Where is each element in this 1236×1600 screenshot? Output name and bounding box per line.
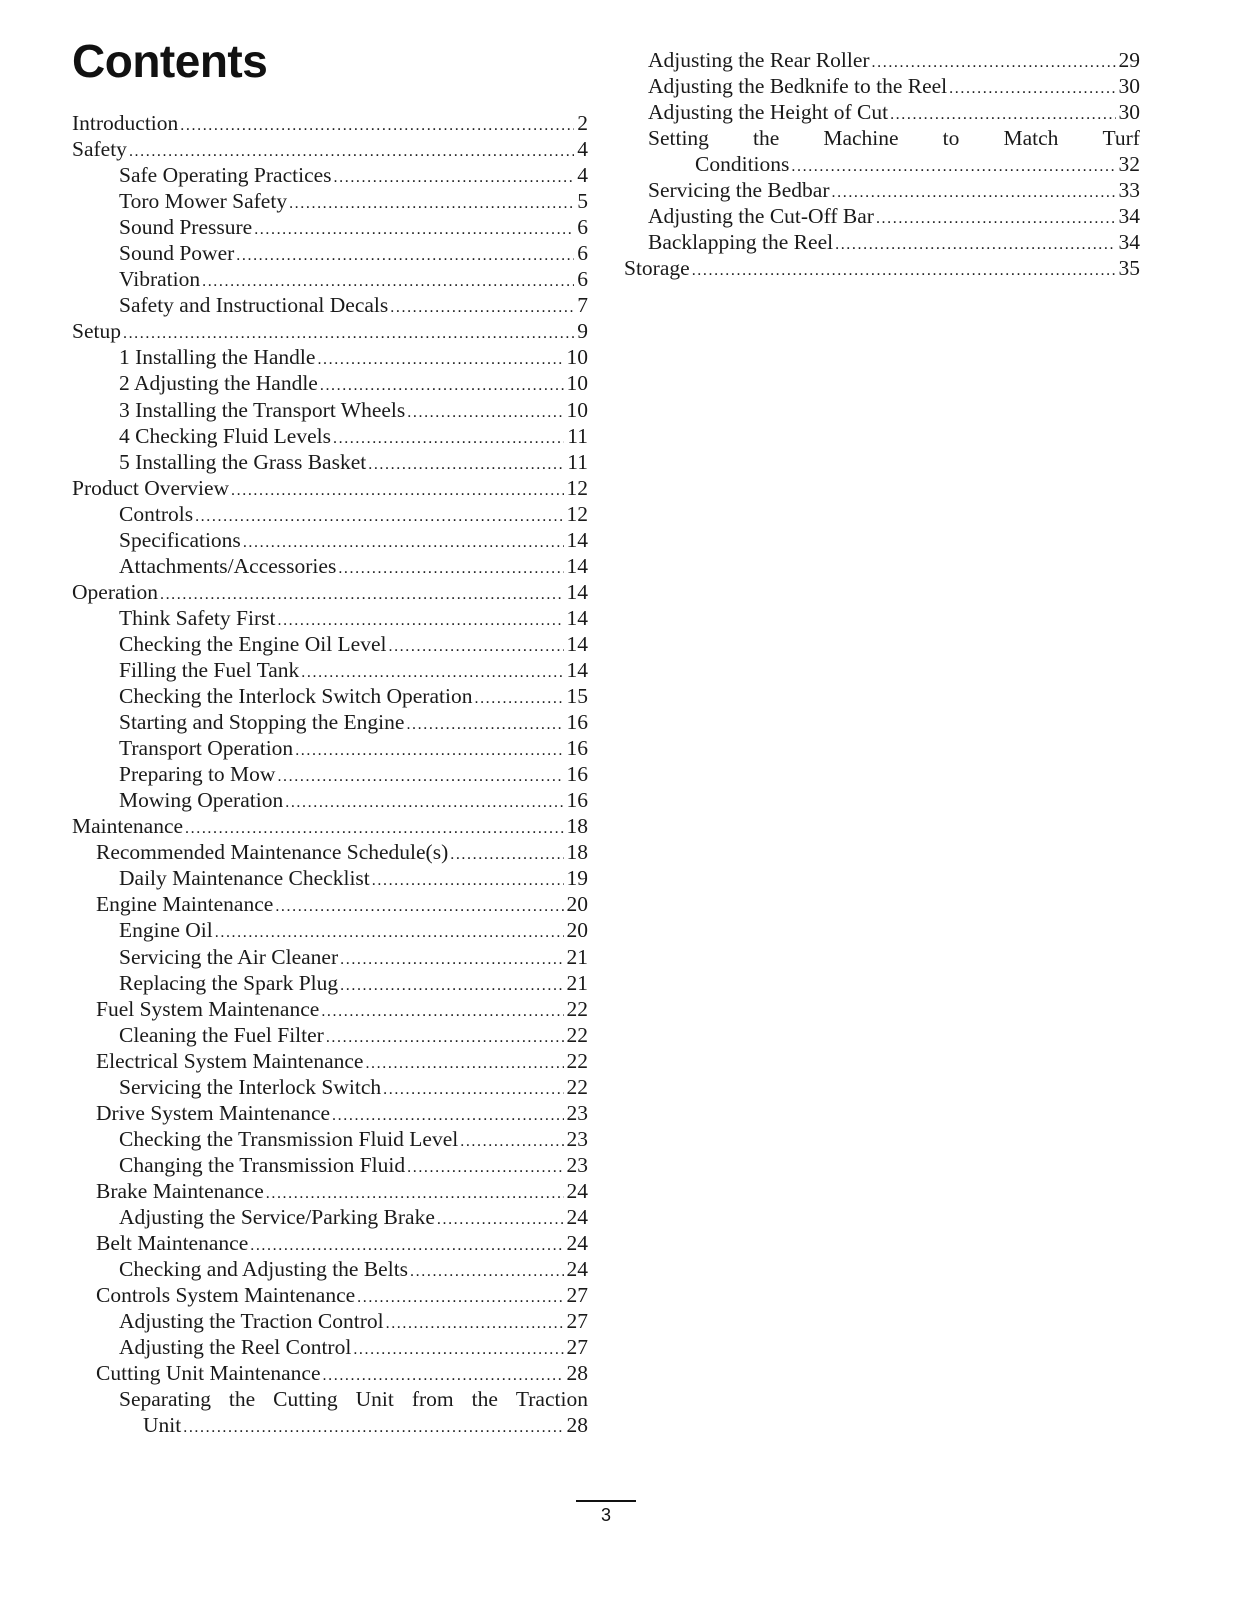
toc-entry-label: Storage — [624, 256, 690, 281]
toc-entry-label: Checking the Engine Oil Level — [119, 631, 387, 656]
toc-entry-page: 33 — [1118, 178, 1140, 203]
toc-entry-page: 21 — [566, 944, 588, 969]
toc-leader-dots — [333, 426, 564, 452]
toc-entry[interactable] — [72, 1074, 588, 1100]
toc-entry-page: 27 — [566, 1335, 588, 1360]
toc-leader-dots — [388, 634, 563, 660]
toc-entry-label: Sound Pressure — [119, 215, 253, 240]
toc-leader-dots — [295, 738, 563, 764]
toc-entry-page: 19 — [566, 866, 588, 891]
toc-entry-label: Think Safety First — [119, 605, 276, 630]
toc-entry-label: Servicing the Air Cleaner — [119, 944, 339, 969]
toc-leader-dots — [231, 478, 563, 504]
toc-entry-label: Checking the Transmission Fluid Level — [119, 1126, 459, 1151]
toc-entry[interactable] — [624, 177, 1140, 203]
toc-entry-label: Adjusting the Bedknife to the Reel — [648, 74, 948, 99]
toc-entry[interactable] — [72, 1126, 588, 1152]
toc-entry-label: Maintenance — [72, 814, 184, 839]
toc-entry-word: the — [471, 1387, 498, 1412]
toc-leader-dots — [334, 165, 575, 191]
toc-entry[interactable] — [72, 397, 588, 423]
toc-entry-page: 9 — [577, 319, 588, 344]
toc-entry-label: 4 Checking Fluid Levels — [119, 423, 331, 448]
toc-entry-label: Adjusting the Reel Control — [119, 1335, 352, 1360]
toc-entry[interactable] — [72, 1048, 588, 1074]
toc-entry-wrapped-line[interactable] — [624, 125, 1140, 151]
toc-entry-label: Recommended Maintenance Schedule(s) — [96, 840, 449, 865]
toc-entry-word: from — [411, 1387, 454, 1412]
toc-entry-label: Starting and Stopping the Engine — [119, 710, 405, 735]
toc-entry[interactable] — [72, 110, 588, 136]
toc-leader-dots — [289, 191, 574, 217]
toc-entry[interactable] — [72, 449, 588, 475]
toc-entry-label: Checking and Adjusting the Belts — [119, 1257, 409, 1282]
toc-entry-label: Adjusting the Rear Roller — [648, 48, 870, 72]
toc-entry[interactable] — [72, 1256, 588, 1282]
toc-entry-label: Preparing to Mow — [119, 762, 276, 787]
toc-entry-label: Servicing the Interlock Switch — [119, 1074, 382, 1099]
toc-entry-label: Adjusting the Service/Parking Brake — [119, 1204, 435, 1229]
toc-entry-page: 24 — [566, 1231, 588, 1256]
toc-entry[interactable] — [72, 1334, 588, 1360]
toc-leader-dots — [832, 180, 1116, 206]
toc-entry-label: Adjusting the Cut-Off Bar — [648, 204, 874, 229]
toc-entry[interactable] — [72, 527, 588, 553]
toc-leader-dots — [340, 947, 563, 973]
toc-entry-label: Servicing the Bedbar — [648, 178, 830, 203]
toc-entry-page: 34 — [1118, 204, 1140, 229]
toc-leader-dots — [407, 1155, 563, 1181]
toc-entry-label: Specifications — [119, 527, 241, 552]
toc-leader-dots — [365, 1051, 563, 1077]
toc-entry[interactable] — [72, 553, 588, 579]
toc-entry-page: 6 — [577, 241, 588, 266]
toc-entry[interactable] — [72, 787, 588, 813]
toc-entry-label: Replacing the Spark Plug — [119, 970, 339, 995]
toc-entry-page: 2 — [577, 111, 588, 135]
toc-entry-page: 6 — [577, 267, 588, 292]
toc-entry-label: Product Overview — [72, 475, 230, 500]
toc-left-column — [72, 110, 588, 1438]
toc-entry-label: Safe Operating Practices — [119, 163, 332, 188]
toc-leader-dots — [340, 973, 563, 999]
toc-entry-label: Daily Maintenance Checklist — [119, 866, 370, 891]
toc-entry[interactable] — [72, 865, 588, 891]
toc-entry-label: Checking the Interlock Switch Operation — [119, 684, 473, 709]
toc-entry[interactable] — [72, 240, 588, 266]
toc-entry-page: 18 — [566, 840, 588, 865]
toc-entry-page: 30 — [1118, 100, 1140, 125]
toc-entry-page: 27 — [566, 1283, 588, 1308]
toc-entry[interactable] — [72, 917, 588, 943]
toc-entry[interactable] — [72, 292, 588, 318]
toc-leader-dots — [372, 868, 564, 894]
toc-leader-dots — [254, 217, 574, 243]
toc-entry-label: Engine Oil — [119, 918, 213, 943]
toc-leader-dots — [195, 504, 563, 530]
toc-entry[interactable] — [624, 47, 1140, 73]
toc-entry-page: 11 — [567, 449, 588, 474]
toc-entry-label: Setup — [72, 319, 121, 344]
toc-entry-page: 10 — [566, 371, 588, 396]
toc-entry-word: to — [942, 126, 960, 151]
page-number: 3 — [600, 1505, 611, 1525]
toc-leader-dots — [692, 258, 1116, 284]
toc-entry[interactable] — [72, 266, 588, 292]
toc-entry[interactable] — [72, 1360, 588, 1386]
toc-entry-page: 18 — [566, 814, 588, 839]
toc-entry-page: 24 — [566, 1204, 588, 1229]
toc-leader-dots — [357, 1285, 563, 1311]
toc-leader-dots — [949, 76, 1115, 102]
toc-leader-dots — [437, 1207, 564, 1233]
toc-leader-dots — [390, 295, 574, 321]
toc-entry-label: Vibration — [119, 267, 201, 292]
toc-entry-page: 4 — [577, 137, 588, 162]
toc-leader-dots — [835, 232, 1115, 258]
toc-entry-page: 28 — [566, 1413, 588, 1438]
toc-entry[interactable] — [72, 1204, 588, 1230]
toc-entry-label: Operation — [72, 579, 158, 604]
toc-entry-page: 6 — [577, 215, 588, 240]
toc-entry-label: Safety — [72, 137, 127, 162]
toc-entry-word: Turf — [1102, 126, 1140, 151]
toc-entry-word: Traction — [515, 1387, 588, 1412]
toc-entry[interactable] — [72, 214, 588, 240]
toc-entry-page: 7 — [577, 293, 588, 318]
toc-entry-page: 27 — [566, 1309, 588, 1334]
toc-entry-label: Filling the Fuel Tank — [119, 657, 300, 682]
toc-entry-label: Belt Maintenance — [96, 1231, 249, 1256]
toc-entry[interactable] — [72, 475, 588, 501]
toc-entry-label: Backlapping the Reel — [648, 230, 834, 255]
toc-entry[interactable] — [72, 423, 588, 449]
toc-entry-page: 10 — [566, 345, 588, 370]
toc-entry-page: 10 — [566, 397, 588, 422]
toc-right-column — [624, 47, 1140, 281]
toc-entry-label: Cutting Unit Maintenance — [96, 1361, 321, 1386]
toc-entry-label: Adjusting the Height of Cut — [648, 100, 889, 125]
toc-entry-page: 35 — [1118, 256, 1140, 281]
toc-entry-label: Brake Maintenance — [96, 1178, 264, 1203]
toc-entry-label: Changing the Transmission Fluid — [119, 1152, 406, 1177]
toc-entry-label: Attachments/Accessories — [119, 553, 337, 578]
toc-entry-label: Fuel System Maintenance — [96, 996, 320, 1021]
toc-entry-word: Match — [1003, 126, 1059, 151]
toc-entry-page: 22 — [566, 996, 588, 1021]
toc-entry[interactable] — [72, 891, 588, 917]
toc-entry[interactable] — [72, 1230, 588, 1256]
toc-entry-page: 14 — [566, 579, 588, 604]
toc-entry[interactable] — [624, 255, 1140, 281]
toc-entry[interactable] — [72, 683, 588, 709]
toc-entry[interactable] — [72, 839, 588, 865]
toc-entry-page: 14 — [566, 631, 588, 656]
toc-entry-page: 12 — [566, 475, 588, 500]
toc-entry[interactable] — [72, 501, 588, 527]
toc-entry-page: 22 — [566, 1048, 588, 1073]
toc-entry-word: Machine — [823, 126, 899, 151]
toc-entry-page: 20 — [566, 892, 588, 917]
toc-entry-label: 1 Installing the Handle — [119, 345, 316, 370]
toc-entry-label: Conditions — [695, 152, 790, 177]
toc-entry[interactable] — [72, 813, 588, 839]
toc-entry[interactable] — [624, 203, 1140, 229]
toc-entry-page: 15 — [566, 684, 588, 709]
toc-entry-page: 32 — [1118, 152, 1140, 177]
toc-entry-page: 23 — [566, 1152, 588, 1177]
toc-entry-page: 23 — [566, 1126, 588, 1151]
toc-leader-dots — [876, 206, 1116, 232]
toc-leader-dots — [321, 999, 563, 1025]
toc-entry[interactable] — [624, 73, 1140, 99]
toc-entry-page: 20 — [566, 918, 588, 943]
toc-entry-page: 21 — [566, 970, 588, 995]
toc-entry-label: Controls System Maintenance — [96, 1283, 356, 1308]
toc-entry-label: 3 Installing the Transport Wheels — [119, 397, 406, 422]
toc-entry-label: 5 Installing the Grass Basket — [119, 449, 367, 474]
toc-leader-dots — [450, 842, 563, 868]
toc-leader-dots — [277, 764, 563, 790]
toc-entry[interactable] — [72, 1178, 588, 1204]
toc-entry[interactable] — [72, 761, 588, 787]
toc-entry[interactable] — [72, 631, 588, 657]
toc-entry-label: Drive System Maintenance — [96, 1100, 331, 1125]
page-title: Contents — [72, 35, 268, 87]
toc-entry[interactable] — [72, 605, 588, 631]
toc-entry-word: the — [753, 126, 780, 151]
toc-entry[interactable] — [72, 136, 588, 162]
toc-leader-dots — [383, 1077, 563, 1103]
toc-leader-dots — [410, 1259, 563, 1285]
toc-entry[interactable] — [72, 1022, 588, 1048]
toc-entry-page: 16 — [566, 736, 588, 761]
toc-entry[interactable] — [72, 370, 588, 396]
toc-entry[interactable] — [72, 1308, 588, 1334]
toc-entry-page: 12 — [566, 501, 588, 526]
toc-entry[interactable] — [72, 188, 588, 214]
toc-entry-page: 4 — [577, 163, 588, 188]
toc-entry-page: 22 — [566, 1074, 588, 1099]
toc-entry-word: Cutting — [273, 1387, 338, 1412]
toc-entry-page: 22 — [566, 1022, 588, 1047]
toc-entry[interactable] — [72, 996, 588, 1022]
toc-entry-page: 5 — [577, 189, 588, 214]
toc-entry-label: Transport Operation — [119, 736, 294, 761]
toc-entry[interactable] — [72, 709, 588, 735]
toc-leader-dots — [338, 556, 563, 582]
toc-entry-label: Unit — [143, 1413, 182, 1438]
toc-entry-label: Controls — [119, 501, 194, 526]
toc-entry-word: the — [228, 1387, 256, 1412]
toc-leader-dots — [474, 686, 563, 712]
toc-entry-page: 24 — [566, 1257, 588, 1282]
footer-rule — [576, 1500, 636, 1502]
toc-entry[interactable] — [72, 344, 588, 370]
toc-entry[interactable] — [72, 1282, 588, 1308]
toc-entry-word: Setting — [648, 126, 709, 151]
toc-entry[interactable] — [72, 1412, 588, 1438]
toc-leader-dots — [407, 400, 563, 426]
toc-entry-label: Sound Power — [119, 241, 235, 266]
toc-entry-label: Engine Maintenance — [96, 892, 274, 917]
toc-entry-page: 14 — [566, 527, 588, 552]
toc-leader-dots — [317, 347, 563, 373]
toc-entry-label: Toro Mower Safety — [119, 189, 288, 214]
toc-entry-page: 28 — [566, 1361, 588, 1386]
toc-entry-page: 14 — [566, 657, 588, 682]
toc-leader-dots — [368, 452, 564, 478]
toc-entry-label: Mowing Operation — [119, 788, 284, 813]
toc-leader-dots — [236, 243, 574, 269]
toc-entry-wrapped-line[interactable] — [72, 1386, 588, 1412]
toc-entry[interactable] — [72, 735, 588, 761]
toc-entry[interactable] — [72, 1100, 588, 1126]
toc-entry-label: Cleaning the Fuel Filter — [119, 1022, 324, 1047]
toc-entry[interactable] — [72, 944, 588, 970]
toc-entry[interactable] — [72, 657, 588, 683]
toc-entry-label: Introduction — [72, 111, 179, 135]
toc-entry-page: 24 — [566, 1178, 588, 1203]
toc-leader-dots — [180, 113, 574, 139]
toc-entry[interactable] — [72, 1152, 588, 1178]
toc-entry-word: Unit — [355, 1387, 394, 1412]
toc-entry-page: 34 — [1118, 230, 1140, 255]
toc-leader-dots — [406, 712, 563, 738]
toc-entry-page: 23 — [566, 1100, 588, 1125]
toc-entry-page: 16 — [566, 710, 588, 735]
toc-entry[interactable] — [72, 970, 588, 996]
toc-entry[interactable] — [72, 579, 588, 605]
toc-leader-dots — [353, 1337, 563, 1363]
toc-entry[interactable] — [72, 318, 588, 344]
toc-entry-label: 2 Adjusting the Handle — [119, 371, 318, 396]
toc-entry-label: Electrical System Maintenance — [96, 1048, 364, 1073]
toc-entry[interactable] — [624, 99, 1140, 125]
toc-entry-page: 16 — [566, 788, 588, 813]
toc-entry[interactable] — [72, 162, 588, 188]
toc-entry[interactable] — [624, 229, 1140, 255]
toc-entry-word: Separating — [119, 1387, 211, 1412]
toc-entry-page: 11 — [567, 423, 588, 448]
toc-entry-page: 16 — [566, 762, 588, 787]
toc-leader-dots — [460, 1129, 563, 1155]
toc-leader-dots — [275, 894, 563, 920]
toc-leader-dots — [386, 1311, 564, 1337]
toc-leader-dots — [285, 790, 563, 816]
toc-entry-label: Safety and Instructional Decals — [119, 293, 389, 318]
toc-entry[interactable] — [624, 151, 1140, 177]
toc-entry-page: 29 — [1118, 48, 1140, 72]
toc-entry-page: 30 — [1118, 74, 1140, 99]
toc-entry-page: 14 — [566, 553, 588, 578]
toc-entry-page: 14 — [566, 605, 588, 630]
toc-leader-dots — [183, 1415, 563, 1441]
toc-entry-label: Adjusting the Traction Control — [119, 1309, 384, 1334]
toc-leader-dots — [791, 154, 1115, 180]
